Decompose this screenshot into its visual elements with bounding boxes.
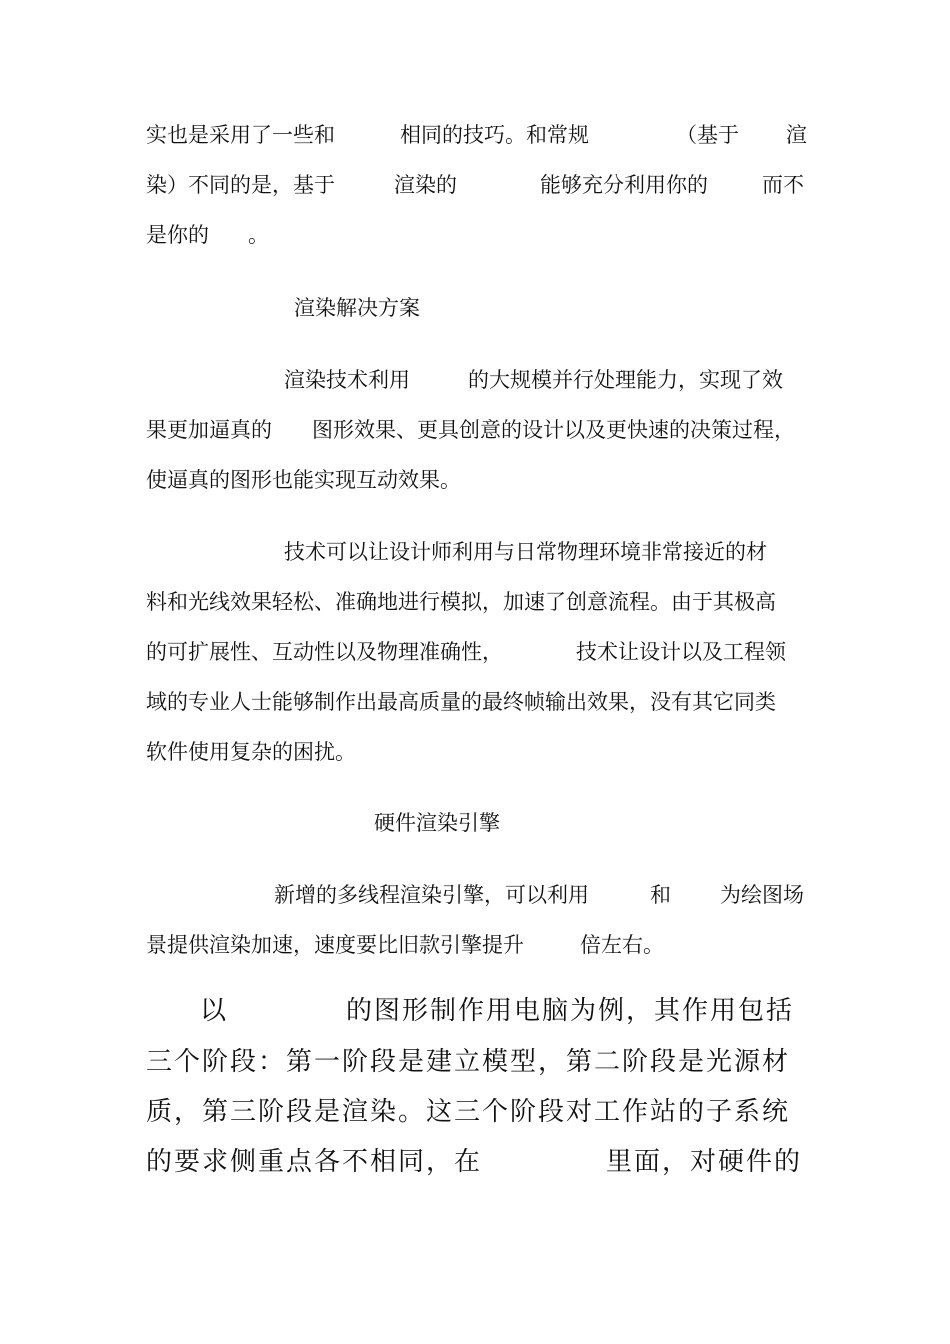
paragraph-2-line-3	[146, 463, 806, 497]
text-segment: 景提供渲染加速，速度要比旧款引擎提升	[146, 933, 524, 957]
heading-text: 渲染解决方案	[294, 296, 420, 320]
heading-text: 硬件渲染引擎	[374, 811, 500, 835]
text-segment: 质，第三阶段是渲染。这三个阶段对工作站的子系统	[146, 1097, 791, 1127]
text-segment: 的要求侧重点各不相同，在	[146, 1147, 483, 1177]
text-segment: 的图形制作用电脑为例，其作用包括	[346, 996, 795, 1026]
section-heading	[146, 806, 806, 840]
text-segment: 而不	[762, 173, 804, 197]
text-segment: 是你的	[146, 223, 209, 247]
paragraph-3-line-1	[146, 535, 806, 569]
text-segment: 果更加逼真的	[146, 418, 272, 442]
text-segment: 的大规模并行处理能力，实现了效	[468, 368, 783, 392]
text-segment: 倍左右。	[580, 933, 664, 957]
text-segment: 三个阶段：第一阶段是建立模型，第二阶段是光源材	[146, 1047, 791, 1077]
text-segment: 的可扩展性、互动性以及物理准确性，	[146, 640, 503, 664]
paragraph-4-line-1	[146, 878, 806, 912]
text-segment: 新增的多线程渲染引擎，可以利用	[274, 883, 589, 907]
paragraph-1-line-1	[146, 118, 806, 152]
text-segment: 使逼真的图形也能实现互动效果。	[146, 468, 461, 492]
paragraph-3-line-3	[146, 635, 806, 669]
paragraph-4-line-2	[146, 928, 806, 962]
text-segment: 染）不同的是，基于	[146, 173, 335, 197]
text-segment: 和	[650, 883, 671, 907]
text-segment: 图形效果、更具创意的设计以及更快速的决策过程，	[312, 418, 795, 442]
text-segment: 里面，对硬件的	[606, 1147, 803, 1177]
paragraph-3-line-4	[146, 685, 806, 719]
text-segment: 技术让设计以及工程领	[576, 640, 786, 664]
paragraph-5-line-3	[146, 1091, 806, 1133]
paragraph-3-line-5	[146, 735, 806, 769]
text-segment: 以	[200, 996, 229, 1026]
text-segment: （基于	[676, 123, 739, 147]
text-segment: 域的专业人士能够制作出最高质量的最终帧输出效果，没有其它同类	[146, 690, 776, 714]
paragraph-2-line-2	[146, 413, 806, 447]
text-segment: 技术可以让设计师利用与日常物理环境非常接近的材	[284, 540, 767, 564]
paragraph-2-line-1	[146, 363, 806, 397]
paragraph-3-line-2	[146, 585, 806, 619]
text-segment: 软件使用复杂的困扰。	[146, 740, 356, 764]
text-segment: 能够充分利用你的	[540, 173, 708, 197]
text-segment: 渲	[786, 123, 807, 147]
text-segment: 实也是采用了一些和	[146, 123, 335, 147]
paragraph-5-line-1	[146, 990, 806, 1032]
text-segment: 料和光线效果轻松、准确地进行模拟，加速了创意流程。由于其极高	[146, 590, 776, 614]
text-segment: 为绘图场	[720, 883, 804, 907]
paragraph-5-line-2	[146, 1041, 806, 1083]
paragraph-1-line-2	[146, 168, 806, 202]
text-segment: 。	[248, 223, 269, 247]
text-segment: 渲染技术利用	[284, 368, 410, 392]
text-segment: 渲染的	[394, 173, 457, 197]
text-segment: 相同的技巧。和常规	[400, 123, 589, 147]
paragraph-1-line-3	[146, 218, 806, 252]
section-heading	[146, 291, 806, 325]
paragraph-5-line-4	[146, 1141, 806, 1183]
